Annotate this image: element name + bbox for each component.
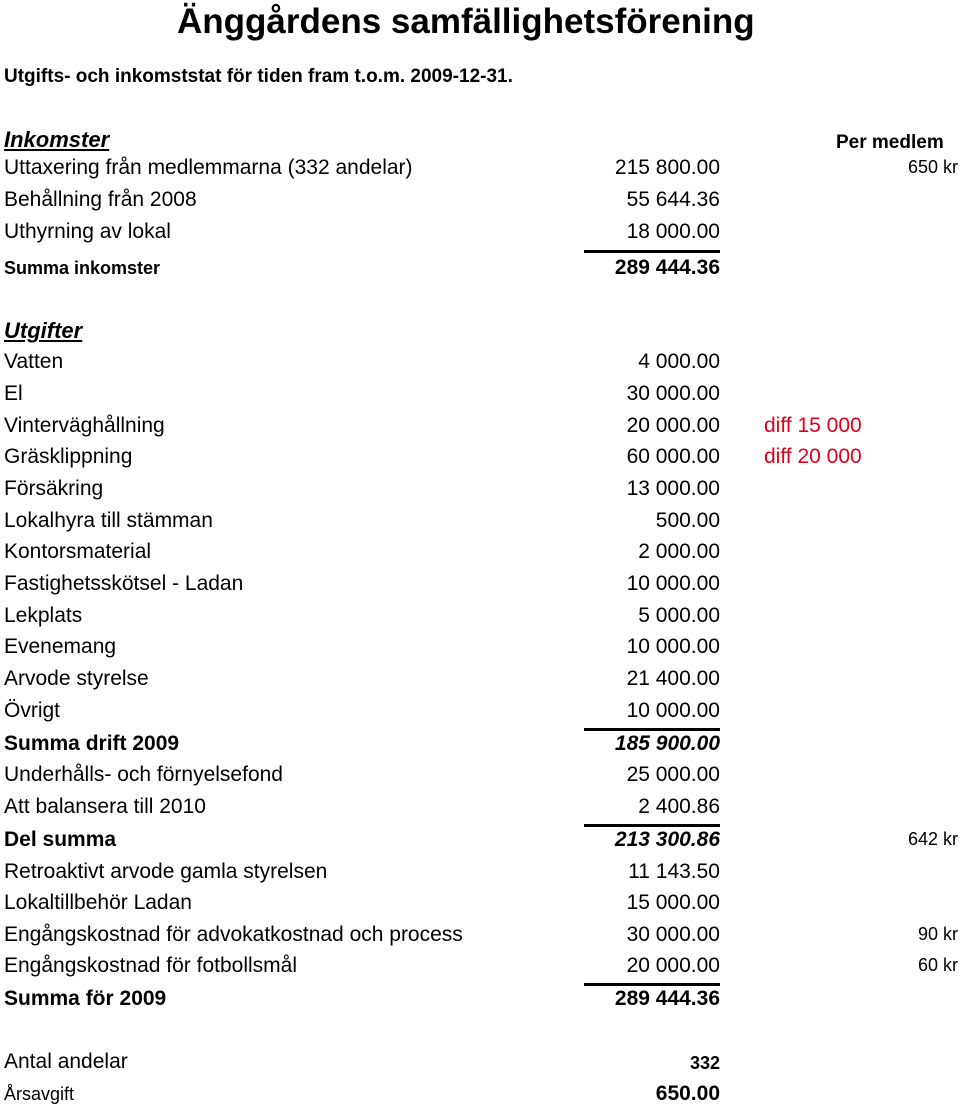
expense-row <box>0 699 960 729</box>
row-label: Fastighetsskötsel - Ladan <box>4 572 244 595</box>
subtotal-label: Del summa <box>4 828 117 851</box>
row-label: Behållning från 2008 <box>4 188 197 211</box>
row-amount: 20 000.00 <box>626 954 720 977</box>
document-title: Änggårdens samfällighetsförening <box>177 2 755 41</box>
sum-rule <box>584 824 720 827</box>
sum-rule <box>584 250 720 253</box>
row-amount: 18 000.00 <box>626 220 720 243</box>
expense-row <box>0 382 960 412</box>
row-amount: 2 000.00 <box>638 540 720 563</box>
row-per-member: 650 kr <box>907 157 958 177</box>
fee-row <box>0 1082 960 1112</box>
income-heading: Inkomster <box>4 127 110 152</box>
income-row <box>0 156 960 186</box>
subtotal-per-member: 642 kr <box>907 829 958 849</box>
row-label: Lokalhyra till stämman <box>4 509 213 532</box>
row-label: Vinterväghållning <box>4 414 165 437</box>
extra-row <box>0 923 960 953</box>
expense-row <box>0 604 960 634</box>
row-note: diff 15 000 <box>764 414 862 437</box>
row-amount: 55 644.36 <box>626 188 720 211</box>
row-label: Evenemang <box>4 635 117 658</box>
row-label: Retroaktivt arvode gamla styrelsen <box>4 860 328 883</box>
income-row <box>0 188 960 218</box>
subtotal-row <box>0 828 960 858</box>
expense-row <box>0 414 960 444</box>
row-label: Engångskostnad för fotbollsmål <box>4 954 298 977</box>
shares-value: 332 <box>689 1053 720 1073</box>
fee-value: 650.00 <box>655 1082 720 1105</box>
expense-row <box>0 635 960 665</box>
row-amount: 215 800.00 <box>614 156 720 179</box>
row-amount: 60 000.00 <box>626 445 720 468</box>
income-row <box>0 220 960 250</box>
extra-row <box>0 891 960 921</box>
balance-row <box>0 795 960 825</box>
row-label: Kontorsmaterial <box>4 540 152 563</box>
row-per-member: 60 kr <box>917 955 958 975</box>
row-label: Engångskostnad för advokatkostnad och process <box>4 923 463 946</box>
row-amount: 30 000.00 <box>626 382 720 405</box>
row-amount: 30 000.00 <box>626 923 720 946</box>
expense-row <box>0 477 960 507</box>
row-label: Övrigt <box>4 699 61 722</box>
extra-row <box>0 954 960 984</box>
shares-label: Antal andelar <box>4 1050 128 1073</box>
row-amount: 500.00 <box>655 509 720 532</box>
expenses-heading: Utgifter <box>4 318 83 343</box>
row-amount: 10 000.00 <box>626 635 720 658</box>
grand-total-label: Summa för 2009 <box>4 987 167 1010</box>
row-label: Gräsklippning <box>4 445 133 468</box>
row-label: Lekplats <box>4 604 83 627</box>
row-label: Uthyrning av lokal <box>4 220 171 243</box>
row-amount: 10 000.00 <box>626 572 720 595</box>
balance-label: Att balansera till 2010 <box>4 795 206 818</box>
income-total-amount: 289 444.36 <box>614 256 720 279</box>
expense-row <box>0 350 960 380</box>
fund-amount: 25 000.00 <box>626 763 720 786</box>
row-amount: 13 000.00 <box>626 477 720 500</box>
shares-row <box>0 1050 960 1080</box>
income-total-label: Summa inkomster <box>4 258 161 278</box>
expense-row <box>0 540 960 570</box>
row-label: Uttaxering från medlemmarna (332 andelar) <box>4 156 413 179</box>
row-amount: 20 000.00 <box>626 414 720 437</box>
row-label: Försäkring <box>4 477 104 500</box>
fund-label: Underhålls- och förnyelsefond <box>4 763 283 786</box>
row-label: El <box>4 382 23 405</box>
fund-row <box>0 763 960 793</box>
subtotal-amount: 213 300.86 <box>614 828 720 851</box>
expense-row <box>0 572 960 602</box>
fee-label: Årsavgift <box>4 1084 75 1104</box>
balance-amount: 2 400.86 <box>638 795 720 818</box>
drift-total-label: Summa drift 2009 <box>4 732 180 755</box>
row-label: Vatten <box>4 350 64 373</box>
row-label: Arvode styrelse <box>4 667 149 690</box>
expense-row <box>0 667 960 697</box>
row-amount: 4 000.00 <box>638 350 720 373</box>
row-amount: 5 000.00 <box>638 604 720 627</box>
row-label: Lokaltillbehör Ladan <box>4 891 192 914</box>
sum-rule <box>584 728 720 731</box>
row-per-member: 90 kr <box>917 924 958 944</box>
row-amount: 10 000.00 <box>626 699 720 722</box>
expense-row <box>0 509 960 539</box>
expense-row <box>0 445 960 475</box>
row-note: diff 20 000 <box>764 445 862 468</box>
grand-total-amount: 289 444.36 <box>614 987 720 1010</box>
income-total-row <box>0 256 960 286</box>
drift-total-row <box>0 732 960 762</box>
row-amount: 21 400.00 <box>626 667 720 690</box>
row-amount: 11 143.50 <box>628 860 720 883</box>
sum-rule <box>584 983 720 986</box>
document-subtitle: Utgifts- och inkomststat för tiden fram t.o.m. 2009-12-31. <box>4 66 513 87</box>
row-amount: 15 000.00 <box>626 891 720 914</box>
extra-row <box>0 860 960 890</box>
drift-total-amount: 185 900.00 <box>614 732 720 755</box>
grand-total-row <box>0 987 960 1017</box>
per-member-header: Per medlem <box>836 132 944 153</box>
